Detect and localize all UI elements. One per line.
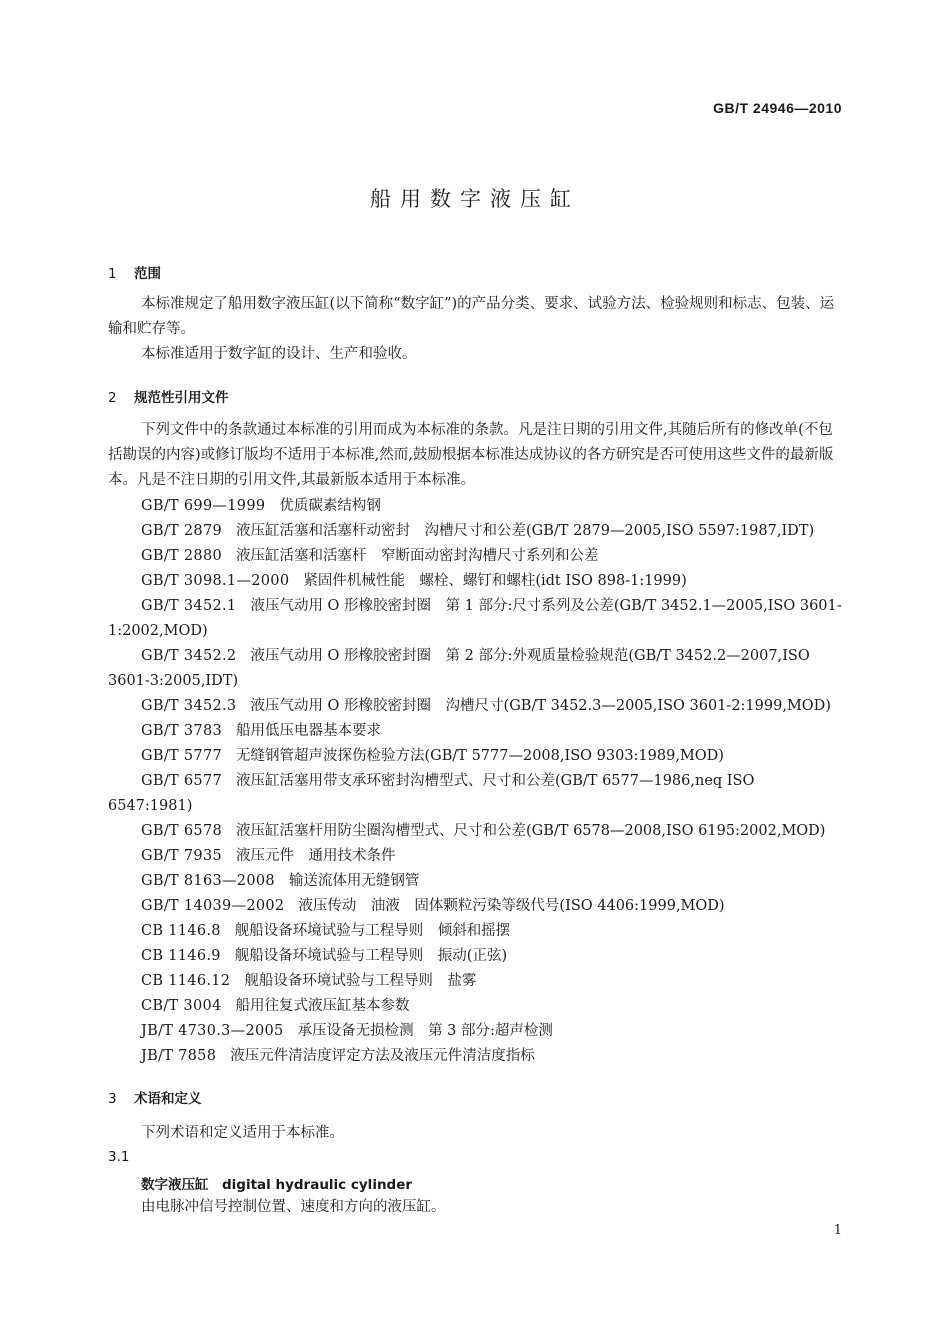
reference-item: CB 1146.9 舰船设备环境试验与工程导则 振动(正弦) — [141, 948, 508, 964]
reference-item: GB/T 3098.1—2000 紧固件机械性能 螺栓、螺钉和螺柱(idt ISO 898-1:1999) — [141, 573, 687, 589]
section-2-heading — [108, 386, 229, 406]
reference-item: GB/T 3783 船用低压电器基本要求 — [141, 723, 382, 739]
reference-item: GB/T 7935 液压元件 通用技术条件 — [141, 848, 396, 864]
term-heading: 数字液压缸 digital hydraulic cylinder — [141, 1177, 413, 1193]
reference-item: GB/T 2880 液压缸活塞和活塞杆 窄断面动密封沟槽尺寸系列和公差 — [141, 548, 599, 564]
section-number: 2 — [108, 390, 117, 406]
reference-item: GB/T 14039—2002 液压传动 油液 固体颗粒污染等级代号(ISO 4406:1999,MOD) — [141, 898, 725, 914]
reference-item: CB 1146.12 舰船设备环境试验与工程导则 盐雾 — [141, 973, 477, 989]
reference-item: GB/T 5777 无缝钢管超声波探伤检验方法(GB/T 5777—2008,ISO 9303:1989,MOD) — [141, 748, 724, 764]
reference-item: GB/T 699—1999 优质碳素结构钢 — [141, 498, 381, 514]
reference-item: JB/T 7858 液压元件清洁度评定方法及液压元件清洁度指标 — [141, 1048, 535, 1064]
reference-item: JB/T 4730.3—2005 承压设备无损检测 第 3 部分:超声检测 — [141, 1023, 553, 1039]
paragraph: 本标准适用于数字缸的设计、生产和验收。 — [141, 346, 417, 362]
section-number: 3 — [108, 1091, 117, 1107]
section-title: 术语和定义 — [134, 1091, 202, 1107]
page-number: 1 — [833, 1223, 842, 1238]
reference-item: GB/T 3452.3 液压气动用 O 形橡胶密封圈 沟槽尺寸(GB/T 3452.3—2005,ISO 3601-2:1999,MOD) — [141, 698, 831, 714]
reference-item: GB/T 8163—2008 输送流体用无缝钢管 — [141, 873, 420, 889]
paragraph: 下列术语和定义适用于本标准。 — [141, 1125, 344, 1141]
term-number: 3.1 — [108, 1149, 130, 1165]
section-3-heading — [108, 1087, 202, 1107]
section-title: 范围 — [134, 266, 161, 282]
section-1-heading — [108, 262, 161, 282]
term-definition: 由电脉冲信号控制位置、速度和方向的液压缸。 — [141, 1199, 446, 1215]
document-title: 船用数字液压缸 — [370, 187, 580, 211]
standard-code: GB/T 24946—2010 — [713, 100, 842, 116]
reference-item: CB/T 3004 船用往复式液压缸基本参数 — [141, 998, 410, 1014]
paragraph: 本标准规定了船用数字液压缸(以下简称“数字缸”)的产品分类、要求、试验方法、检验规则和标志、包装、运输和贮存等。 — [108, 296, 835, 337]
reference-item: GB/T 3452.2 液压气动用 O 形橡胶密封圈 第 2 部分:外观质量检验规范(GB/T 3452.2—2007,ISO 3601-3:2005,IDT) — [108, 648, 810, 689]
section-title: 规范性引用文件 — [134, 390, 229, 406]
paragraph: 下列文件中的条款通过本标准的引用而成为本标准的条款。凡是注日期的引用文件,其随后所有的修改单(不包括勘误的内容)或修订版均不适用于本标准,然而,鼓励根据本标准达成协议的各方研究是否可使用这些文件的最新版本。凡是不注日期的引用文件,其最新版本适用于本标准。 — [108, 422, 834, 488]
reference-item: CB 1146.8 舰船设备环境试验与工程导则 倾斜和摇摆 — [141, 923, 511, 939]
section-number: 1 — [108, 266, 117, 282]
reference-item: GB/T 2879 液压缸活塞和活塞杆动密封 沟槽尺寸和公差(GB/T 2879—2005,ISO 5597:1987,IDT) — [141, 523, 815, 539]
reference-item: GB/T 6577 液压缸活塞用带支承环密封沟槽型式、尺寸和公差(GB/T 6577—1986,neq ISO 6547:1981) — [108, 773, 755, 814]
reference-item: GB/T 6578 液压缸活塞杆用防尘圈沟槽型式、尺寸和公差(GB/T 6578—2008,ISO 6195:2002,MOD) — [141, 823, 826, 839]
reference-item: GB/T 3452.1 液压气动用 O 形橡胶密封圈 第 1 部分:尺寸系列及公差(GB/T 3452.1—2005,ISO 3601-1:2002,MOD) — [108, 598, 842, 639]
